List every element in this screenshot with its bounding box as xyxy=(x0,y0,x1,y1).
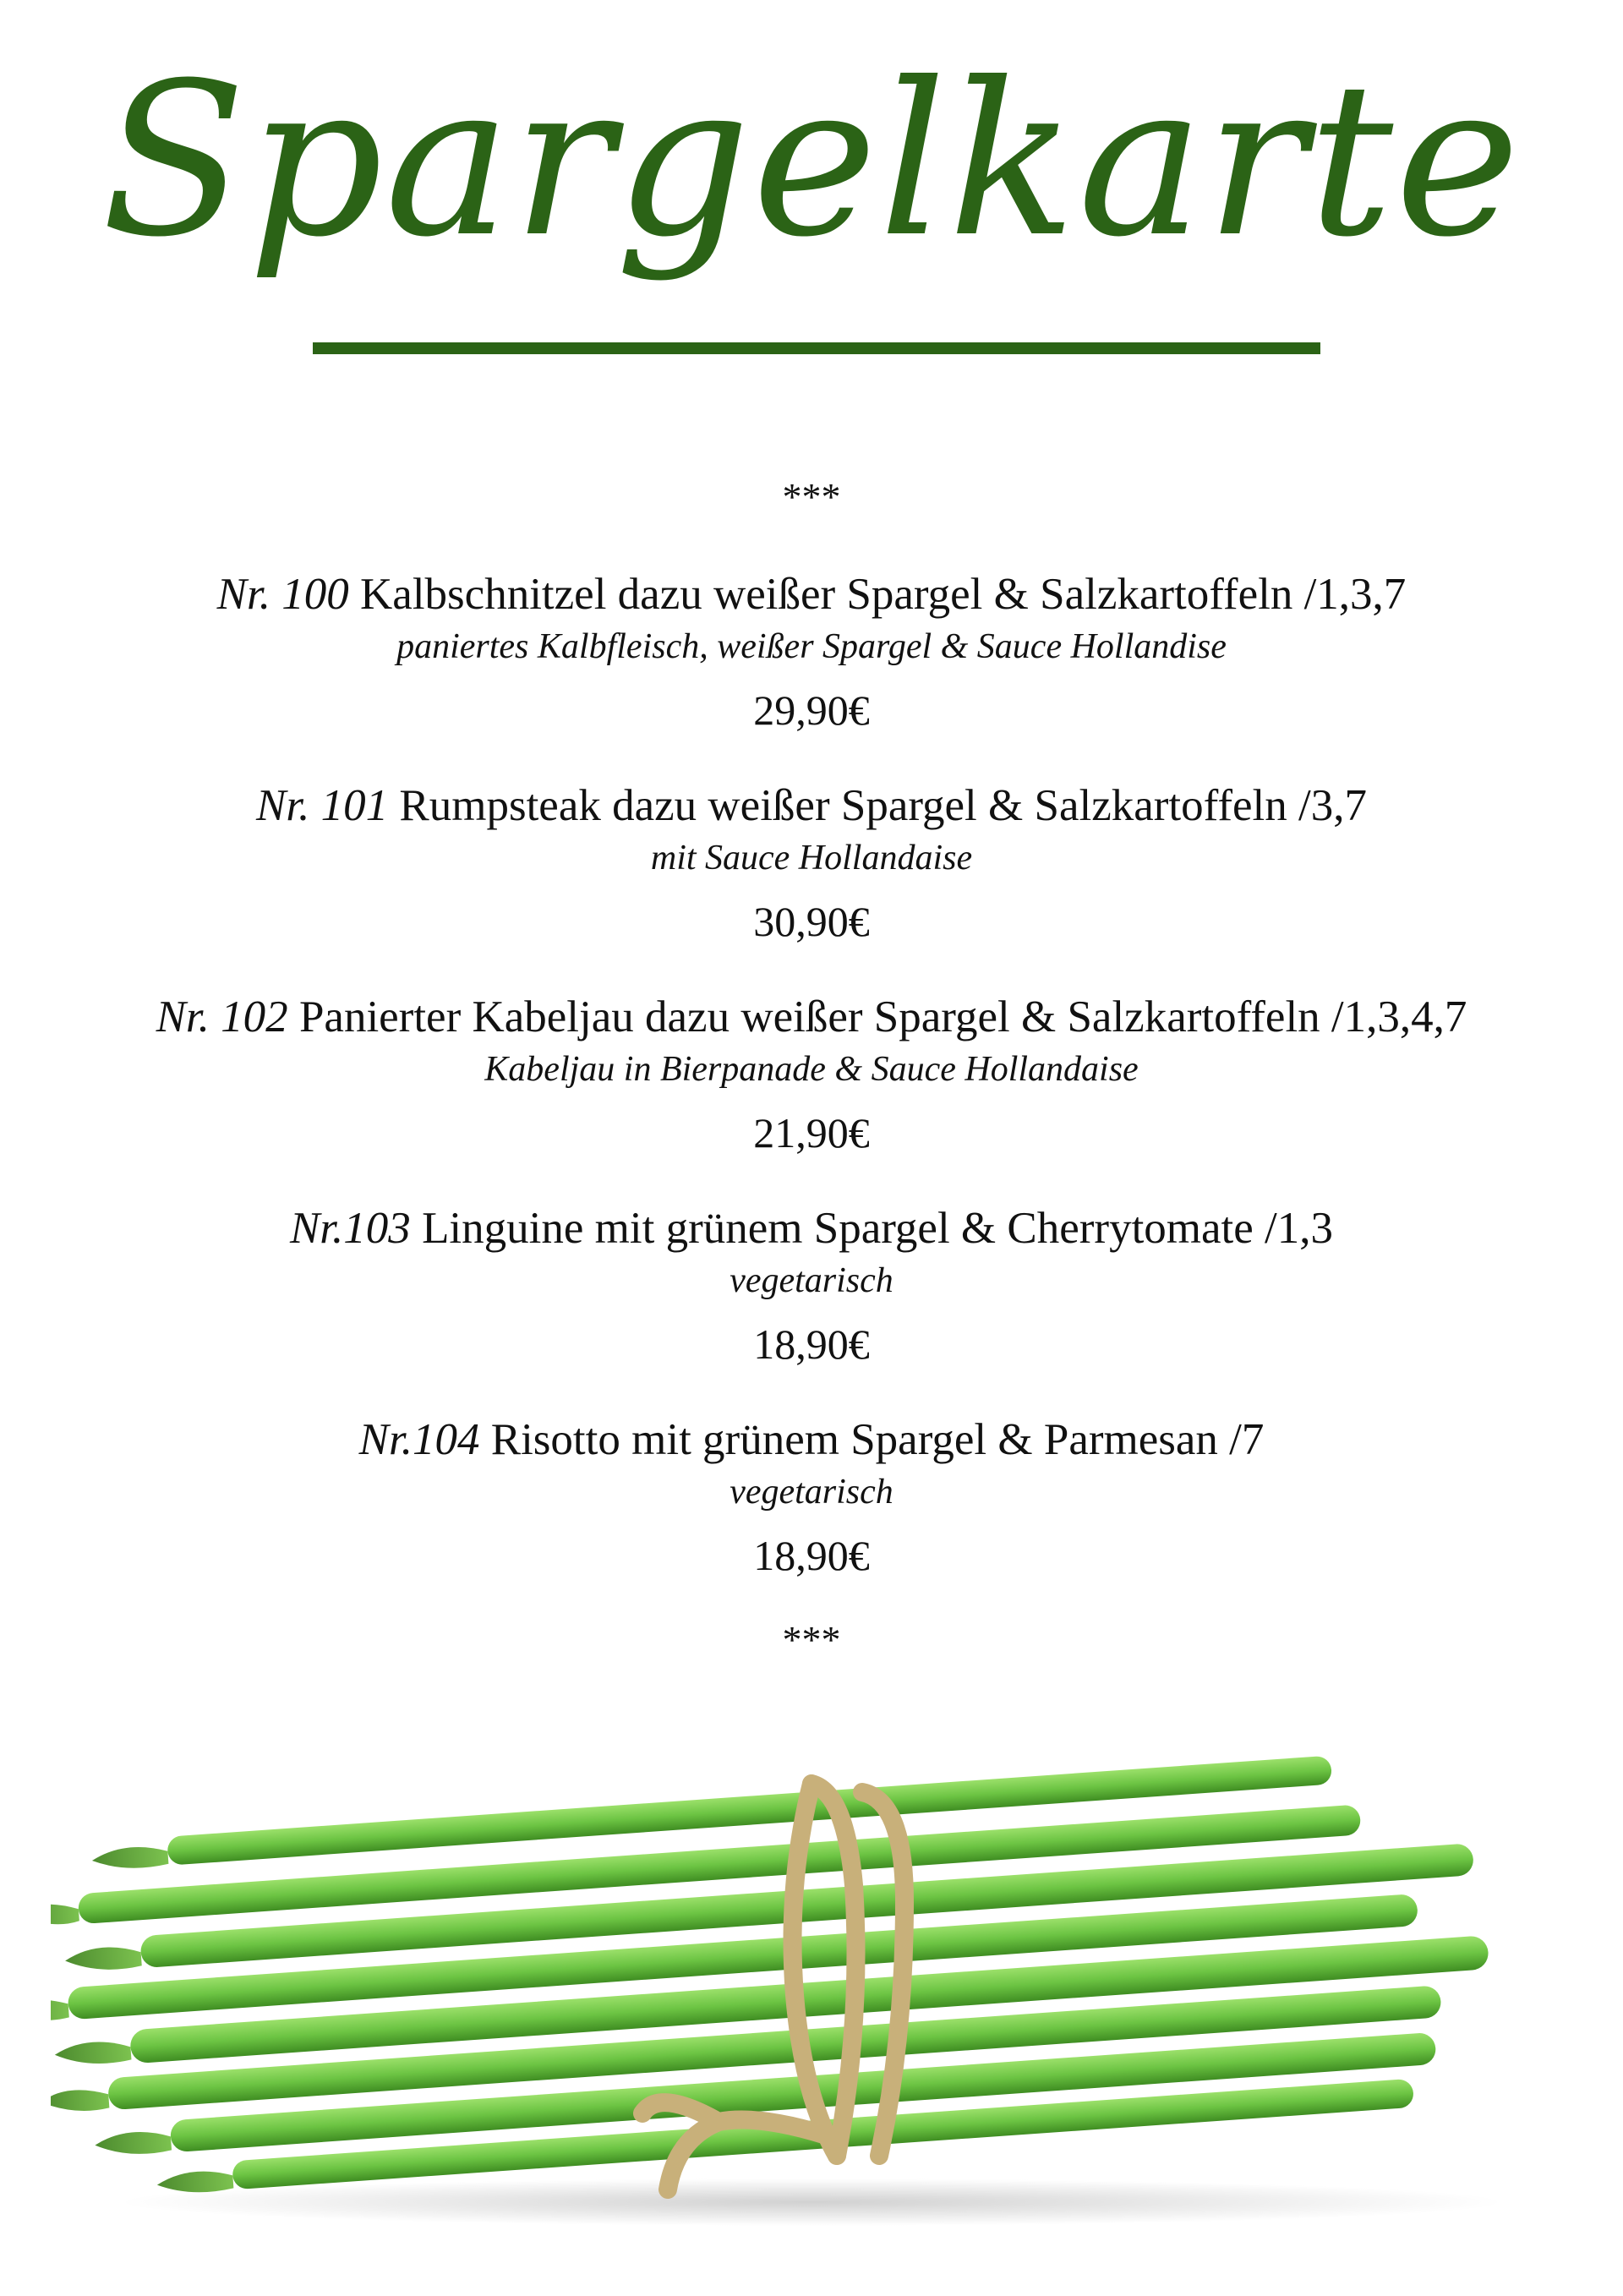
menu-item-price: 18,90€ xyxy=(753,1532,870,1579)
menu-item-number: Nr.103 xyxy=(289,1204,411,1253)
divider-stars-bottom: *** xyxy=(782,1618,841,1661)
menu-item-title xyxy=(0,776,1623,835)
menu-item-name: Kalbschnitzel dazu weißer Spargel & Salzkartoffeln /1,3,7 xyxy=(360,570,1407,619)
divider-stars-top: *** xyxy=(782,475,841,518)
menu-item-description: vegetarisch xyxy=(730,1261,893,1300)
menu-item xyxy=(0,776,1623,987)
menu-item-price: 30,90€ xyxy=(753,898,870,945)
menu-item-description: Kabeljau in Bierpanade & Sauce Hollandaise xyxy=(484,1050,1139,1089)
menu-item-description: vegetarisch xyxy=(730,1473,893,1512)
menu-item-title xyxy=(0,1199,1623,1258)
menu-item-name: Rumpsteak dazu weißer Spargel & Salzkartoffeln /3,7 xyxy=(399,781,1367,830)
menu-item-description: paniertes Kalbfleisch, weißer Spargel & Sauce Hollandise xyxy=(396,627,1227,666)
shadow xyxy=(118,2178,1505,2226)
menu-item-name: Linguine mit grünem Spargel & Cherrytomate /1,3 xyxy=(422,1204,1334,1253)
menu-item-price: 29,90€ xyxy=(753,686,870,734)
menu-item-description: mit Sauce Hollandaise xyxy=(650,839,973,877)
menu-item xyxy=(0,987,1623,1199)
menu-item-title xyxy=(0,987,1623,1047)
menu-list xyxy=(0,565,1623,1621)
menu-item-name: Panierter Kabeljau dazu weißer Spargel & Salzkartoffeln /1,3,4,7 xyxy=(298,992,1467,1041)
menu-item xyxy=(0,1410,1623,1621)
menu-item-number: Nr. 101 xyxy=(256,781,389,830)
menu-item xyxy=(0,1199,1623,1410)
menu-item-number: Nr. 102 xyxy=(156,992,288,1041)
title-underline xyxy=(313,342,1320,354)
menu-item-number: Nr.104 xyxy=(358,1415,480,1464)
menu-item-title xyxy=(0,565,1623,624)
menu-item-price: 18,90€ xyxy=(753,1320,870,1368)
menu-item xyxy=(0,565,1623,776)
asparagus-spears xyxy=(51,1746,1499,2206)
menu-title: Spargelkarte xyxy=(101,37,1522,283)
menu-item-price: 21,90€ xyxy=(753,1109,870,1156)
menu-item-number: Nr. 100 xyxy=(216,570,349,619)
menu-item-name: Risotto mit grünem Spargel & Parmesan /7 xyxy=(490,1415,1265,1464)
asparagus-bundle-image xyxy=(51,1716,1572,2240)
menu-item-title xyxy=(0,1410,1623,1469)
